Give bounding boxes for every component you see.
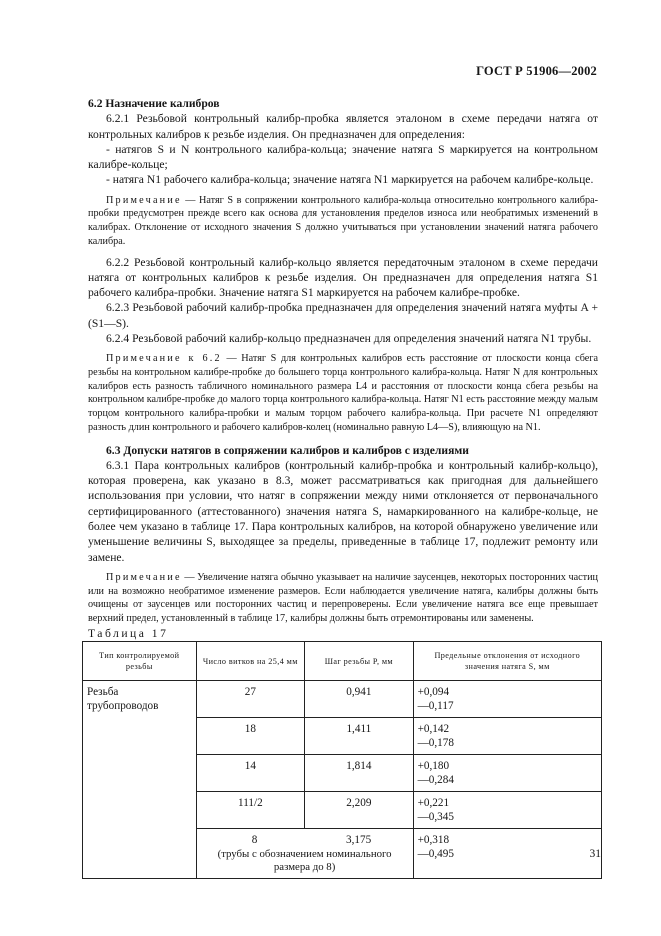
note-2 <box>88 352 598 434</box>
upper-deviation: +0,142 <box>417 723 450 736</box>
header-thread-type: Тип контролируемой резьбы <box>83 642 197 681</box>
section-6-3-heading: 6.3 Допуски натягов в сопряжении калибров и калибров с изделиями <box>106 443 469 457</box>
note-3-text: — Увеличение натяга обычно указывает на наличие заусенцев, некоторых посторонних частиц или на возможно необратимое изменение размеров. Если наблюдается увеличение натяга, калибры должны быть очищены от заусенцев или посторонних частиц и перепроверены. Если увеличение натяга все еще превышает верхний предел, установленный в таблице 17, калибры должны быть отремонтированы или заменены. <box>88 571 598 625</box>
header-pitch: Шаг резьбы P, мм <box>305 642 414 681</box>
table-row <box>83 681 602 718</box>
thread-type-cell: Резьба трубопроводов <box>83 681 197 879</box>
upper-deviation: +0,221 <box>417 797 450 810</box>
pitch-cell: 1,411 <box>305 718 414 755</box>
paragraph-6-2-2: 6.2.2 Резьбовой контрольный калибр-кольцо является передаточным эталоном в схеме передачи натяга от контрольных калибров к резьбе изделия. Он предназначен для определения натяга S1 рабочего калибра-пробки. Значение натяга S1 маркируется на рабочем калибре-пробке. <box>88 255 598 300</box>
turns-cell: 27 <box>196 681 305 718</box>
header-deviation: Предельные отклонения от исходного значения натяга S, мм <box>413 642 601 681</box>
paragraph-6-2-1: 6.2.1 Резьбовой контрольный калибр-пробка является эталоном в схеме передачи натяга от контрольных калибров к резьбе изделия. Он предназначен для определения: <box>88 112 598 141</box>
turns-pitch-values <box>201 834 409 848</box>
lower-deviation: —0,495 <box>417 847 454 860</box>
turns-cell: 111/2 <box>196 792 305 829</box>
turns-cell: 14 <box>196 755 305 792</box>
paragraph-6-2-4: 6.2.4 Резьбовой рабочий калибр-кольцо предназначен для определения значений натяга N1 трубы. <box>106 332 592 346</box>
page-number: 31 <box>589 848 601 860</box>
pitch-cell: 1,814 <box>305 755 414 792</box>
pitch-value: 3,175 <box>346 834 372 847</box>
table-caption: Таблица 17 <box>88 626 169 640</box>
note-3 <box>88 571 598 626</box>
bullet-2: - натяга N1 рабочего калибра-кольца; значение натяга N1 маркируется на рабочем калибре-кольце. <box>106 173 594 187</box>
section-6-2-heading: 6.2 Назначение калибров <box>88 97 220 110</box>
row-note: (трубы с обозначением номинального размера до 8) <box>217 847 392 873</box>
deviation-cell <box>413 755 601 792</box>
deviation-cell <box>413 681 601 718</box>
deviation-cell <box>413 829 601 879</box>
note-2-text: — Натяг S для контрольных калибров есть расстояние от плоскости конца сбега резьбы на контрольном калибре-пробке до большего торца контрольного калибра-кольца. Натяг N для контрольных калибров есть разность табличного номинального размера L4 и расстояния от плоскости конца сбега резьбы на контрольном калибре-пробке до малого торца контрольного калибра-кольца. Натяг N1 есть расстояние между малым торцом контрольного калибра-пробки и малым торцом рабочего калибра-кольца. При расчете N1 определяют разность длин контрольного и рабочего калибров-колец (номинально равную L4—S), влияющую на N1. <box>88 353 598 433</box>
bullet-1: - натягов S и N контрольного калибра-кольца; значение натяга S маркируется на контрольном калибре-кольце; <box>88 142 598 172</box>
note-3-label: Примечание <box>106 571 182 583</box>
note-1-label: Примечание <box>106 194 182 206</box>
page-content <box>88 96 598 879</box>
turns-cell: 18 <box>196 718 305 755</box>
note-1 <box>88 194 598 249</box>
paragraph-6-2-3: 6.2.3 Резьбовой рабочий калибр-пробка предназначен для определения значений натяга муфты A + (S1—S). <box>88 301 598 330</box>
lower-deviation: —0,117 <box>417 699 454 712</box>
turns-value: 8 <box>251 834 258 847</box>
upper-deviation: +0,180 <box>417 760 450 773</box>
note-2-label: Примечание к 6.2 <box>106 353 222 365</box>
upper-deviation: +0,318 <box>417 834 450 847</box>
table-header-row <box>83 642 602 681</box>
standard-header: ГОСТ Р 51906—2002 <box>476 64 597 78</box>
deviation-cell <box>413 718 601 755</box>
turns-pitch-cell <box>196 829 413 879</box>
deviation-cell <box>413 792 601 829</box>
upper-deviation: +0,094 <box>417 686 450 699</box>
table-17 <box>82 641 602 879</box>
lower-deviation: —0,345 <box>417 810 454 823</box>
header-turns: Число витков на 25,4 мм <box>196 642 305 681</box>
note-1-text: — Натяг S в сопряжении контрольного калибра-кольца относительно контрольного калибра-пробки предусмотрен прежде всего как основа для установления пределов износа или необратимых изменений в калибрах. Отклонение от исходного значения S должно учитываться при установлении значений натяга рабочего калибра. <box>88 194 598 247</box>
pitch-cell: 2,209 <box>305 792 414 829</box>
pitch-cell: 0,941 <box>305 681 414 718</box>
lower-deviation: —0,178 <box>417 736 454 749</box>
lower-deviation: —0,284 <box>417 773 454 786</box>
paragraph-6-3-1: 6.3.1 Пара контрольных калибров (контрольный калибр-пробка и контрольный калибр-кольцо), которая проверена, как указано в 8.3, может рассматриваться как пригодная для дальнейшего использования при условии, что натяг в сопряжении между ними отклоняется от первоначального сертифицированного (аттестованного) значения натяга S, намаркированного на калибре-кольце, не более чем указано в таблице 17. Пара контрольных калибров, на которой обнаружено увеличение или уменьшение величины S, выходящее за пределы, приведенные в таблице 17, подлежит ремонту или замене. <box>88 458 598 564</box>
